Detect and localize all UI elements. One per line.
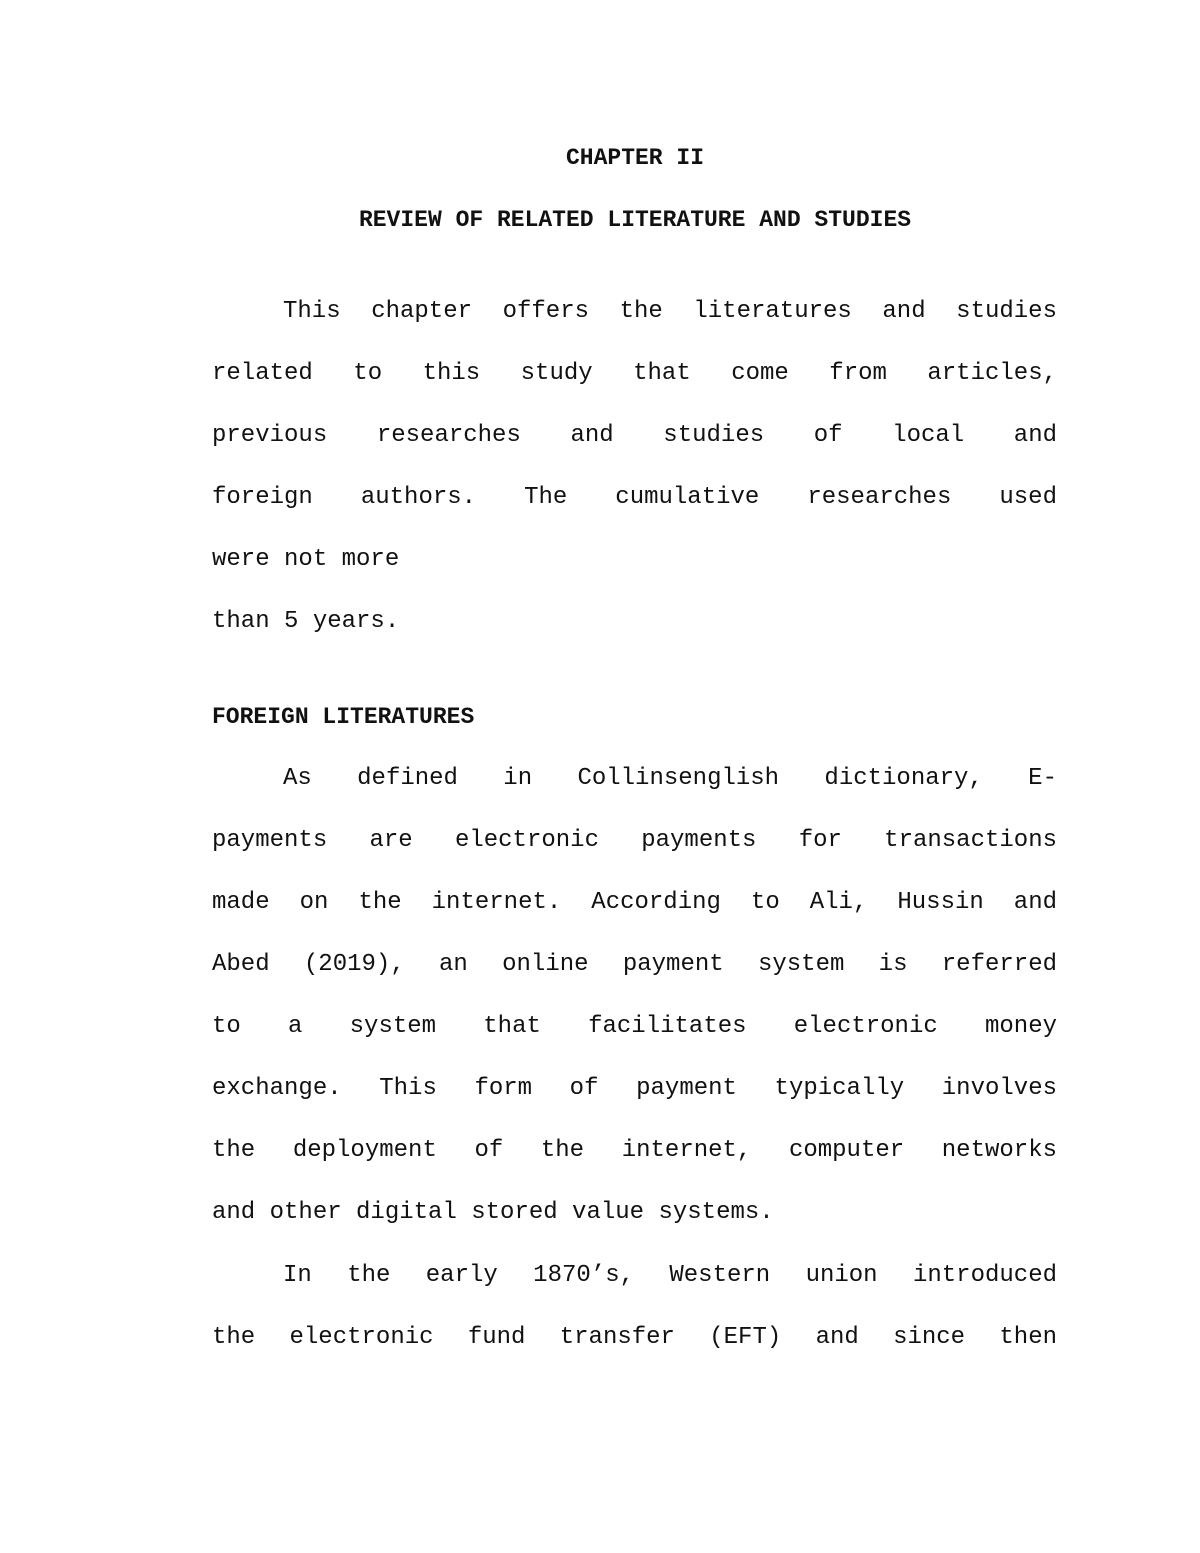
intro-line: foreign authors. The cumulative researches used bbox=[212, 484, 1057, 511]
paragraph-line: to a system that facilitates electronic money bbox=[212, 1013, 1057, 1040]
paragraph-line: Abed (2019), an online payment system is referred bbox=[212, 951, 1057, 978]
paragraph-line: made on the internet. According to Ali, Hussin and bbox=[212, 889, 1057, 916]
intro-line: were not more bbox=[212, 546, 400, 573]
intro-line: This chapter offers the literatures and studies bbox=[283, 298, 1057, 325]
paragraph-line: the deployment of the internet, computer networks bbox=[212, 1137, 1057, 1164]
intro-line: previous researches and studies of local and bbox=[212, 422, 1057, 449]
intro-line: than 5 years. bbox=[212, 608, 400, 635]
paragraph-line: the electronic fund transfer (EFT) and since then bbox=[212, 1324, 1057, 1351]
paragraph-line: exchange. This form of payment typically involves bbox=[212, 1075, 1057, 1102]
chapter-title: CHAPTER II bbox=[565, 145, 705, 171]
intro-line: related to this study that come from articles, bbox=[212, 360, 1057, 387]
paragraph-line: payments are electronic payments for transactions bbox=[212, 827, 1057, 854]
chapter-subtitle: REVIEW OF RELATED LITERATURE AND STUDIES bbox=[358, 207, 912, 233]
paragraph-line: and other digital stored value systems. bbox=[212, 1199, 774, 1226]
paragraph-line: In the early 1870’s, Western union introduced bbox=[283, 1262, 1057, 1289]
paragraph-line: As defined in Collinsenglish dictionary, E- bbox=[283, 765, 1057, 792]
section-heading: FOREIGN LITERATURES bbox=[212, 704, 475, 730]
